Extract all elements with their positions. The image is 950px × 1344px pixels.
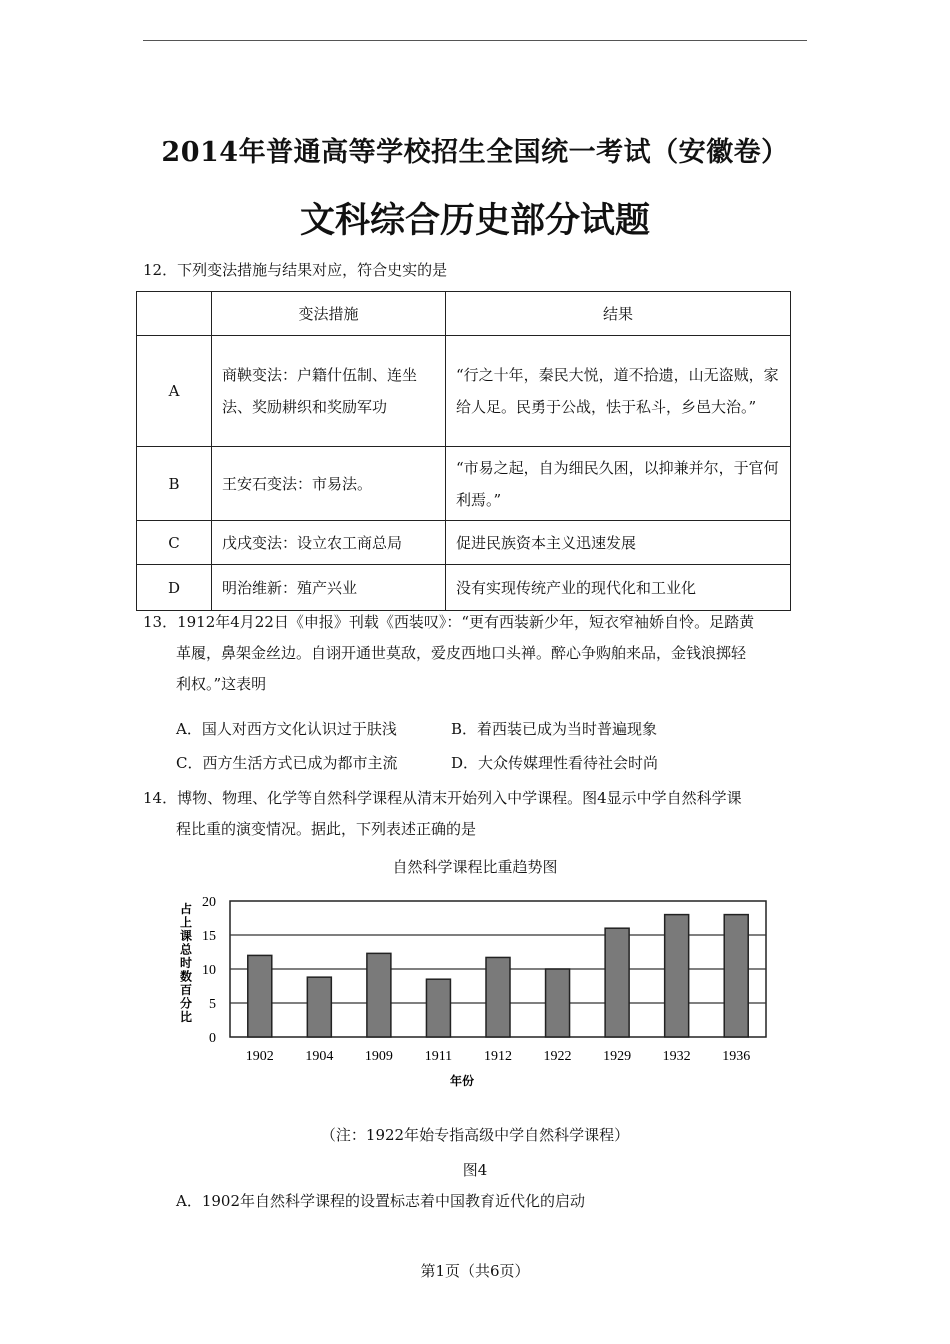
- q13-option-b: B．着西装已成为当时普遍现象: [451, 720, 658, 738]
- x-tick-label: 1904: [305, 1049, 334, 1064]
- q13-option-c: C．西方生活方式已成为都市主流: [176, 754, 398, 772]
- question-13-stem: [143, 607, 813, 700]
- row-label: B: [137, 447, 212, 521]
- figure-label: 图4: [462, 1161, 488, 1179]
- y-axis-label: [180, 901, 193, 1024]
- x-tick-label: 1922: [543, 1049, 572, 1064]
- question-12-stem: 12．下列变法措施与结果对应，符合史实的是: [143, 261, 448, 279]
- table-header-blank: [137, 292, 212, 336]
- table-header-result: 结果: [446, 292, 791, 336]
- x-tick-label: 1936: [722, 1049, 751, 1064]
- bar: [426, 979, 450, 1037]
- y-tick-label: 15: [202, 929, 216, 944]
- table-header-row: [137, 292, 791, 336]
- row-measure: 王安石变法：市易法。: [212, 447, 446, 521]
- y-axis-label-text: 占上课总时数百分比: [179, 902, 193, 1024]
- x-tick-label: 1929: [603, 1049, 632, 1064]
- x-axis-label: 年份: [449, 1074, 475, 1088]
- bar: [367, 953, 391, 1037]
- bar: [307, 977, 331, 1037]
- header-rule: [143, 40, 807, 41]
- row-result: 没有实现传统产业的现代化和工业化: [446, 565, 791, 611]
- q13-options-row-1: [176, 714, 657, 745]
- q14-line-2: 程比重的演变情况。据此，下列表述正确的是: [176, 820, 477, 838]
- q13-line-3: 利权。”这表明: [176, 675, 267, 693]
- table-row: [137, 447, 791, 521]
- table-row: [137, 336, 791, 447]
- bar: [605, 928, 629, 1037]
- table-row: [137, 521, 791, 565]
- x-tick-label: 1912: [484, 1049, 512, 1064]
- row-label: C: [137, 521, 212, 565]
- y-tick-label: 20: [202, 895, 216, 910]
- table-header-measure: 变法措施: [212, 292, 446, 336]
- row-result: “市易之起，自为细民久困，以抑兼并尔，于官何利焉。”: [446, 447, 791, 521]
- q14-line-1: 14．博物、物理、化学等自然科学课程从清末开始列入中学课程。图4显示中学自然科学课: [143, 789, 742, 807]
- x-tick-label: 1932: [662, 1049, 691, 1064]
- q13-option-a: A．国人对西方文化认识过于肤浅: [176, 720, 397, 738]
- q13-line-2: 革履，鼻架金丝边。自诩开通世莫敌，爱皮西地口头禅。醉心争购舶来品，金钱浪掷轻: [176, 644, 747, 662]
- bar: [546, 969, 570, 1037]
- exam-title: 2014年普通高等学校招生全国统一考试（安徽卷）: [161, 137, 789, 168]
- row-result: “行之十年，秦民大悦，道不拾遗，山无盗贼，家给人足。民勇于公战，怯于私斗，乡邑大治。”: [446, 336, 791, 447]
- x-tick-label: 1911: [424, 1049, 453, 1064]
- y-tick-label: 10: [202, 963, 216, 978]
- x-tick-label: 1902: [245, 1049, 274, 1064]
- row-measure: 商鞅变法：户籍什伍制、连坐法、奖励耕织和奖励军功: [212, 336, 446, 447]
- row-measure: 戊戌变法：设立农工商总局: [212, 521, 446, 565]
- q13-option-d: D．大众传媒理性看待社会时尚: [451, 754, 659, 772]
- bar: [665, 915, 689, 1037]
- bar: [248, 955, 272, 1037]
- q13-options-row-2: [176, 748, 658, 779]
- reform-table: [136, 291, 791, 611]
- q13-line-1: 13．1912年4月22日《申报》刊载《西装叹》：“更有西装新少年，短衣窄袖娇自怜。足踏黄: [143, 613, 755, 631]
- row-result: 促进民族资本主义迅速发展: [446, 521, 791, 565]
- x-tick-label: 1909: [364, 1049, 393, 1064]
- y-tick-label: 5: [209, 997, 216, 1012]
- bar-chart: [172, 888, 772, 1100]
- row-label: D: [137, 565, 212, 611]
- chart-note: （注：1922年始专指高级中学自然科学课程）: [320, 1126, 630, 1144]
- page-footer: 第1页（共6页）: [420, 1262, 530, 1280]
- row-label: A: [137, 336, 212, 447]
- question-14-stem: [143, 783, 813, 845]
- y-tick-label: 0: [209, 1031, 216, 1046]
- exam-subtitle: 文科综合历史部分试题: [299, 201, 650, 241]
- row-measure: 明治维新：殖产兴业: [212, 565, 446, 611]
- q14-option-a: A．1902年自然科学课程的设置标志着中国教育近代化的启动: [176, 1192, 586, 1210]
- chart-title: 自然科学课程比重趋势图: [392, 858, 558, 876]
- table-row: [137, 565, 791, 611]
- bar: [724, 915, 748, 1037]
- bar: [486, 957, 510, 1037]
